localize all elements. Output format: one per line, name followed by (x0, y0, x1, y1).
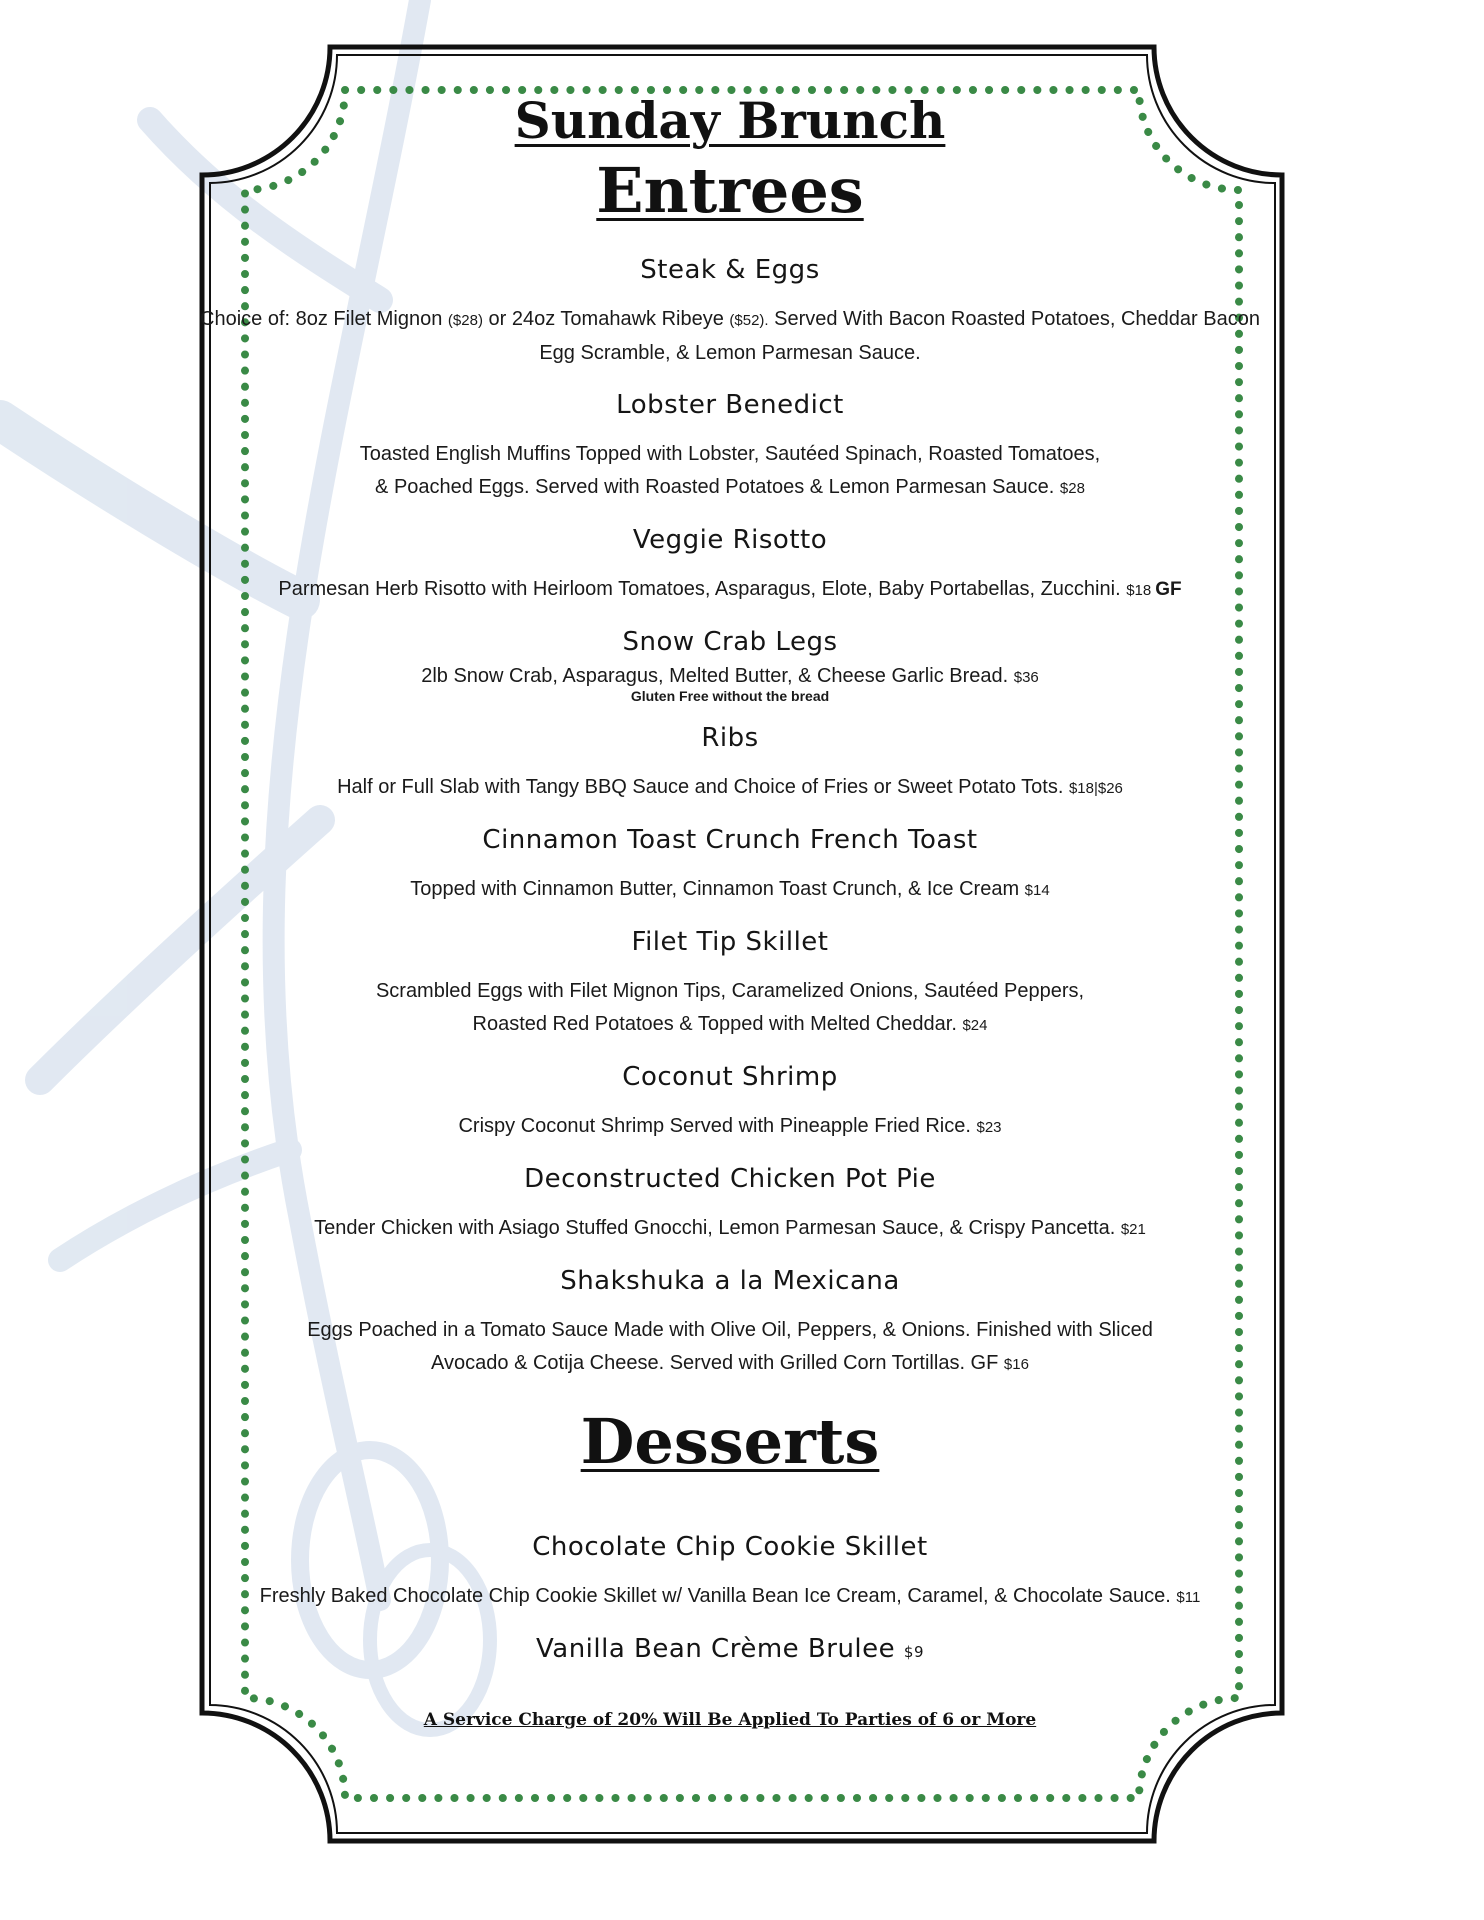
desc-text: or 24oz Tomahawk Ribeye (482, 307, 730, 330)
item-name: Snow Crab Legs (622, 626, 838, 657)
item-name: Chocolate Chip Cookie Skillet (532, 1531, 928, 1562)
item-price: $36 (1013, 668, 1039, 686)
desc-line: Scrambled Eggs with Filet Mignon Tips, Caramelized Onions, Sautéed Peppers, (375, 979, 1085, 1002)
item-name: Ribs (701, 722, 759, 753)
item-name: Lobster Benedict (616, 389, 844, 420)
item-name (200, 1634, 1260, 1664)
item-description (200, 303, 1260, 370)
desc-text: Topped with Cinnamon Butter, Cinnamon Toast Crunch, & Ice Cream (410, 877, 1020, 900)
item-description (200, 1580, 1260, 1614)
item-price: $24 (962, 1016, 988, 1034)
item-name: Steak & Eggs (640, 254, 820, 285)
item-description (200, 1110, 1260, 1144)
desc-text: Half or Full Slab with Tangy BBQ Sauce and Choice of Fries or Sweet Potato Tots. (337, 775, 1064, 798)
item-price: $28 (1059, 479, 1085, 497)
item-price: ($28) (447, 311, 483, 329)
item-name: Cinnamon Toast Crunch French Toast (482, 824, 978, 855)
item-name: Deconstructed Chicken Pot Pie (524, 1163, 936, 1194)
desc-text: 2lb Snow Crab, Asparagus, Melted Butter, & Cheese Garlic Bread. (421, 664, 1009, 687)
item-name: Filet Tip Skillet (631, 926, 829, 957)
menu-content (200, 91, 1260, 1684)
desc-text: Choice of: 8oz Filet Mignon (200, 307, 448, 330)
menu-item-chicken-pot-pie (200, 1164, 1260, 1246)
item-description (200, 873, 1260, 907)
item-description (200, 975, 1260, 1042)
desc-line: Toasted English Muffins Topped with Lobster, Sautéed Spinach, Roasted Tomatoes, (359, 442, 1101, 465)
item-description (200, 1314, 1260, 1381)
menu-item-filet-tip-skillet (200, 927, 1260, 1042)
item-name: Coconut Shrimp (622, 1061, 838, 1092)
dessert-name: Vanilla Bean Crème Brulee (536, 1633, 896, 1664)
item-description (200, 771, 1260, 805)
item-price: $23 (976, 1118, 1002, 1136)
desc-text: Tender Chicken with Asiago Stuffed Gnocchi, Lemon Parmesan Sauce, & Crispy Pancetta. (314, 1216, 1121, 1239)
item-description (200, 665, 1260, 703)
menu-item-coconut-shrimp (200, 1062, 1260, 1144)
desc-line: Eggs Poached in a Tomato Sauce Made with Olive Oil, Peppers, & Onions. Finished with Sliced (307, 1318, 1153, 1341)
item-description (200, 573, 1260, 607)
gf-badge: GF (1155, 578, 1182, 600)
desc-text: Freshly Baked Chocolate Chip Cookie Skillet w/ Vanilla Bean Ice Cream, Caramel, & Chocolate Sauce. (259, 1584, 1171, 1607)
item-price: $21 (1120, 1220, 1146, 1238)
menu-item-steak-eggs (200, 255, 1260, 370)
menu-item-ribs (200, 723, 1260, 805)
menu-item-lobster-benedict (200, 390, 1260, 505)
item-price: ($52). (729, 311, 769, 329)
item-description (200, 438, 1260, 505)
desc-text: Crispy Coconut Shrimp Served with Pineapple Fried Rice. (458, 1114, 977, 1137)
item-price: $16 (1003, 1355, 1029, 1373)
item-price: $14 (1024, 881, 1050, 899)
item-price: $11 (1176, 1588, 1201, 1606)
menu-item-snow-crab-legs (200, 627, 1260, 703)
desc-line: & Poached Eggs. Served with Roasted Potatoes & Lemon Parmesan Sauce. (375, 475, 1055, 498)
menu-item-veggie-risotto (200, 525, 1260, 607)
item-description (200, 1212, 1260, 1246)
desc-text: Served With Bacon Roasted Potatoes, Cheddar Bacon Egg Scramble, & Lemon Parmesan Sauce. (539, 307, 1260, 364)
entrees-heading: Entrees (596, 153, 864, 227)
desc-line: Avocado & Cotija Cheese. Served with Grilled Corn Tortillas. GF (431, 1351, 999, 1374)
item-price: $18 (1126, 581, 1152, 599)
item-name: Shakshuka a la Mexicana (560, 1265, 900, 1296)
menu-item-shakshuka (200, 1266, 1260, 1381)
item-name: Veggie Risotto (632, 524, 828, 555)
service-charge-note: A Service Charge of 20% Will Be Applied To Parties of 6 or More (423, 1710, 1037, 1730)
gluten-free-note: Gluten Free without the bread (630, 687, 830, 704)
desc-line: Roasted Red Potatoes & Topped with Melted Cheddar. (472, 1012, 957, 1035)
menu-item-french-toast (200, 825, 1260, 907)
menu-title: Sunday Brunch (514, 91, 946, 150)
desserts-heading: Desserts (580, 1404, 880, 1478)
desc-text: Parmesan Herb Risotto with Heirloom Tomatoes, Asparagus, Elote, Baby Portabellas, Zucchini. (278, 577, 1121, 600)
item-price: $9 (903, 1642, 924, 1661)
item-price: $18|$26 (1068, 779, 1123, 797)
menu-item-cookie-skillet (200, 1532, 1260, 1614)
menu-item-creme-brulee (200, 1634, 1260, 1664)
